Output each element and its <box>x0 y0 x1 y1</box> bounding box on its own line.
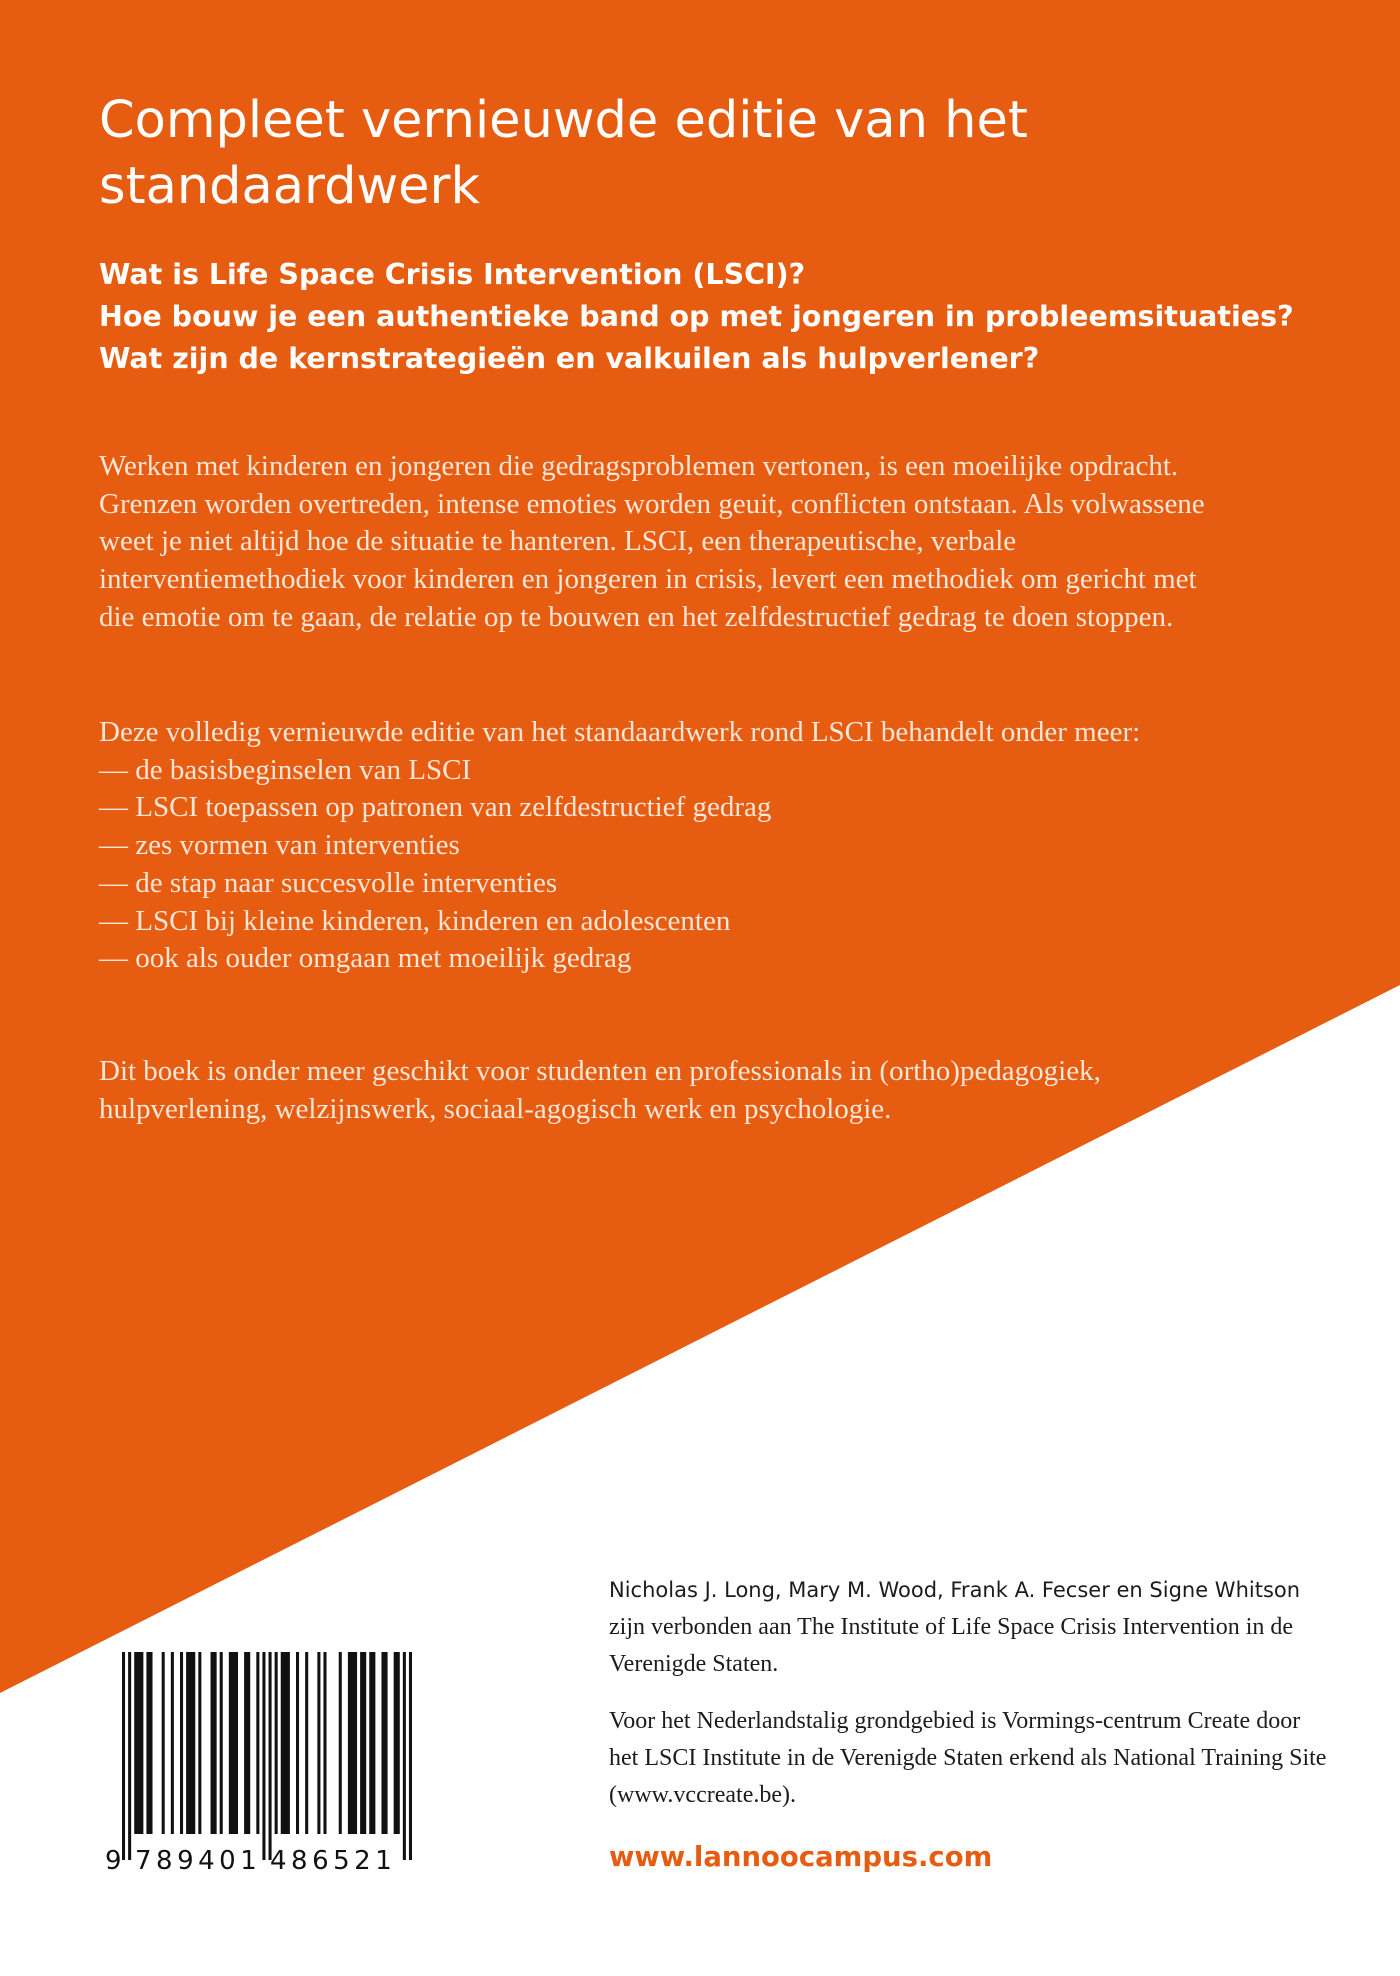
barcode-bar <box>198 1652 201 1834</box>
barcode-bar <box>229 1652 238 1834</box>
barcode-bar <box>180 1652 183 1834</box>
barcode-bar <box>369 1652 375 1834</box>
intro-paragraph: Werken met kinderen en jongeren die gedragsproblemen vertonen, is een moeilijke opdracht. Grenzen worden overtreden, intense emoties worden geuit, conflicten ontstaan. Als volwassene weet je niet altijd hoe de situatie te hanteren. LSCI, een therapeutische, verbale interventiemethodiek voor kinderen en jongeren in crisis, levert een methodiek om gericht met die emotie om te gaan, de relatie op te bouwen en het zelfdestructief gedrag te doen stoppen. <box>99 450 1205 633</box>
barcode-bar <box>281 1652 290 1834</box>
barcode-bar <box>269 1652 272 1860</box>
question-item: Hoe bouw je een authentieke band op met jongeren in probleemsituaties? <box>99 300 1294 333</box>
isbn-number <box>105 1843 425 1879</box>
isbn-prefix-digit: 9 <box>105 1846 122 1876</box>
question-item: Wat zijn de kernstrategieën en valkuilen als hulpverlener? <box>99 342 1040 375</box>
barcode-bar <box>211 1652 217 1834</box>
barcode-bar <box>122 1652 125 1860</box>
barcode-bar <box>348 1652 357 1834</box>
training-site-paragraph: Voor het Nederlandstalig grondgebied is Vormings-centrum Create door het LSCI Institute in de Verenigde Staten erkend als National Training Site (www.vccreate.be). <box>609 1708 1327 1808</box>
question-item: Wat is Life Space Crisis Intervention (LSCI)? <box>99 258 806 291</box>
barcode-bar <box>256 1652 259 1834</box>
barcode-bar <box>394 1652 400 1834</box>
audience-paragraph: Dit boek is onder meer geschikt voor studenten en professionals in (ortho)pedagogiek, hulpverlening, welzijnswerk, sociaal-agogisch werk en psychologie. <box>99 1055 1101 1125</box>
isbn-group-1: 789401 <box>135 1846 262 1876</box>
feature-item: — de stap naar succesvolle interventies <box>99 866 558 899</box>
barcode-bar <box>339 1652 342 1834</box>
features-section <box>99 714 1239 978</box>
barcode-bar <box>275 1652 278 1834</box>
barcode-bar <box>262 1652 265 1860</box>
barcode-bar <box>162 1652 165 1834</box>
barcode-bar <box>360 1652 366 1834</box>
barcode-bar <box>244 1652 250 1834</box>
feature-item: — zes vormen van interventies <box>99 829 460 862</box>
feature-item: — de basisbeginselen van LSCI <box>99 753 472 786</box>
barcode <box>122 1652 412 1860</box>
headline: Compleet vernieuwde editie van het standaardwerk <box>99 91 1028 216</box>
barcode-bar <box>134 1652 143 1834</box>
barcode-bar <box>323 1652 326 1834</box>
feature-list <box>99 752 1239 978</box>
barcode-bar <box>403 1652 406 1860</box>
barcode-bar <box>296 1652 299 1834</box>
publisher-website-link[interactable]: www.lannoocampus.com <box>609 1841 993 1873</box>
barcode-bar <box>186 1652 195 1834</box>
barcode-bar <box>128 1652 131 1860</box>
features-intro: Deze volledig vernieuwde editie van het standaardwerk rond LSCI behandelt onder meer: <box>99 716 1141 748</box>
barcode-bar <box>220 1652 223 1834</box>
barcode-bar <box>317 1652 320 1834</box>
question-list <box>99 254 1389 380</box>
barcode-bar <box>409 1652 412 1860</box>
feature-item: — ook als ouder omgaan met moeilijk gedrag <box>99 942 632 975</box>
barcode-bar <box>305 1652 308 1834</box>
isbn-group-2: 486521 <box>270 1846 397 1876</box>
feature-item: — LSCI toepassen op patronen van zelfdestructief gedrag <box>99 791 772 824</box>
barcode-bar <box>171 1652 174 1834</box>
authors-paragraph <box>609 1572 1329 1683</box>
feature-item: — LSCI bij kleine kinderen, kinderen en adolescenten <box>99 904 731 937</box>
author-affiliation: zijn verbonden aan The Institute of Life Space Crisis Intervention in de Verenigde Staten. <box>609 1614 1294 1677</box>
author-names: Nicholas J. Long, Mary M. Wood, Frank A. Fecser en Signe Whitson <box>609 1578 1301 1602</box>
barcode-bar <box>146 1652 152 1834</box>
barcode-bar <box>381 1652 387 1834</box>
